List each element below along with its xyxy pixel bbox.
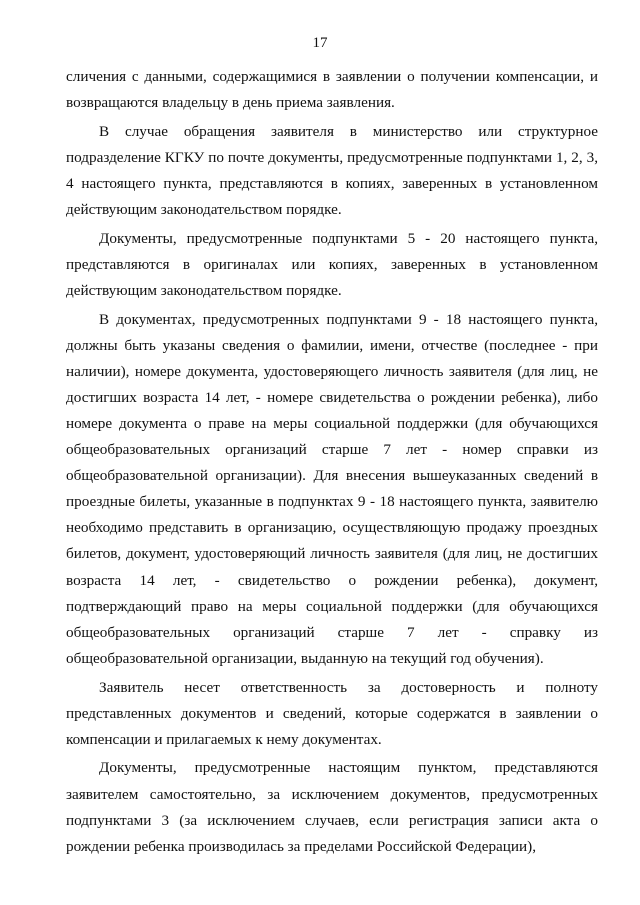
paragraph-applicant-responsibility: Заявитель несет ответственность за достоверность и полноту представленных документов и сведений, которые содержатся в заявлении о компенсации и прилагаемых к нему документах.: [66, 678, 598, 748]
paragraph-postal-submission: В случае обращения заявителя в министерство или структурное подразделение КГКУ по почте документы, предусмотренные подпунктами 1, 2, 3, 4 настоящего пункта, представляются в копиях, заверенных в установленном действующим законодательством порядке.: [66, 122, 598, 219]
page-number: 17: [312, 35, 328, 51]
paragraph-self-submission: Документы, предусмотренные настоящим пунктом, представляются заявителем самостоятельно, за исключением документов, предусмотренных подпунктами 3 (за исключением случаев, если регистрация записи акта о рождении ребенка производилась за пределами Российской Федерации),: [66, 759, 598, 855]
paragraph-originals-or-copies: Документы, предусмотренные подпунктами 5 - 20 настоящего пункта, представляются в оригиналах или копиях, заверенных в установленном действующим законодательством порядке.: [66, 229, 598, 299]
document-body: [66, 64, 598, 862]
paragraph-continuation: сличения с данными, содержащимися в заявлении о получении компенсации, и возвращаются владельцу в день приема заявления.: [66, 68, 598, 112]
paragraph-required-details: В документах, предусмотренных подпунктами 9 - 18 настоящего пункта, должны быть указаны сведения о фамилии, имени, отчестве (последнее - при наличии), номере документа, удостоверяющего личность заявителя (для лиц, не достигших возраста 14 лет, - номере свидетельства о рождении ребенка), либо номере документа о праве на меры социальной поддержки (для обучающихся общеобразовательных организаций старше 7 лет - номер справки из общеобразовательной организации). Для внесения вышеуказанных сведений в проездные билеты, указанные в подпунктах 9 - 18 настоящего пункта, заявителю необходимо представить в организацию, осуществляющую продажу проездных билетов, документ, удостоверяющий личность заявителя (для лиц, не достигших возраста 14 лет, - свидетельство о рождении ребенка), документ, подтверждающий право на меры социальной поддержки (для обучающихся общеобразовательных организаций старше 7 лет - справку из общеобразовательной организации, выданную на текущий год обучения).: [66, 310, 598, 667]
